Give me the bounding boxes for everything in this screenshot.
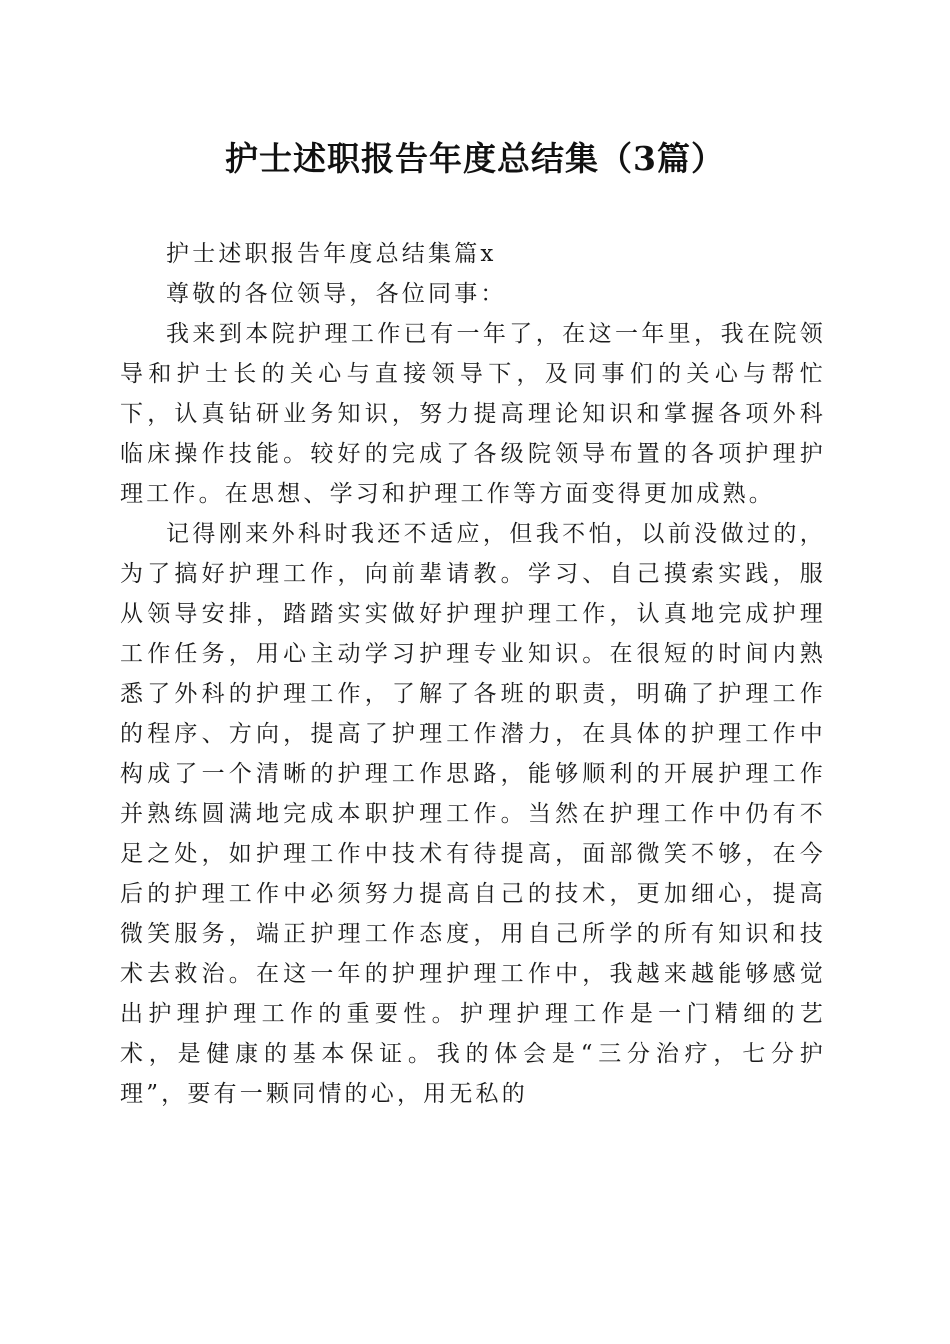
document-title: 护士述职报告年度总结集（3篇） (225, 139, 725, 178)
section-heading: 护士述职报告年度总结集篇x (166, 241, 497, 267)
document-body (120, 234, 826, 1114)
body-paragraph: 我来到本院护理工作已有一年了，在这一年里，我在院领导和护士长的关心与直接领导下，及同事们的关心与帮忙下，认真钻研业务知识，努力提高理论知识和掌握各项外科临床操作技能。较好的完成了各级院领导布置的各项护理护理工作。在思想、学习和护理工作等方面变得更加成熟。 (120, 321, 826, 507)
greeting-line: 尊敬的各位领导，各位同事： (166, 281, 507, 307)
body-paragraph: 记得刚来外科时我还不适应，但我不怕，以前没做过的，为了搞好护理工作，向前辈请教。学习、自己摸索实践，服从领导安排，踏踏实实做好护理护理工作，认真地完成护理工作任务，用心主动学习护理专业知识。在很短的时间内熟悉了外科的护理工作，了解了各班的职责，明确了护理工作的程序、方向，提高了护理工作潜力，在具体的护理工作中构成了一个清晰的护理工作思路，能够顺利的开展护理工作并熟练圆满地完成本职护理工作。当然在护理工作中仍有不足之处，如护理工作中技术有待提高，面部微笑不够，在今后的护理工作中必须努力提高自己的技术，更加细心，提高微笑服务，端正护理工作态度，用自己所学的所有知识和技术去救治。在这一年的护理护理工作中，我越来越能够感觉出护理护理工作的重要性。护理护理工作是一门精细的艺术，是健康的基本保证。我的体会是“三分治疗，七分护理”，要有一颗同情的心，用无私的 (120, 521, 826, 1107)
